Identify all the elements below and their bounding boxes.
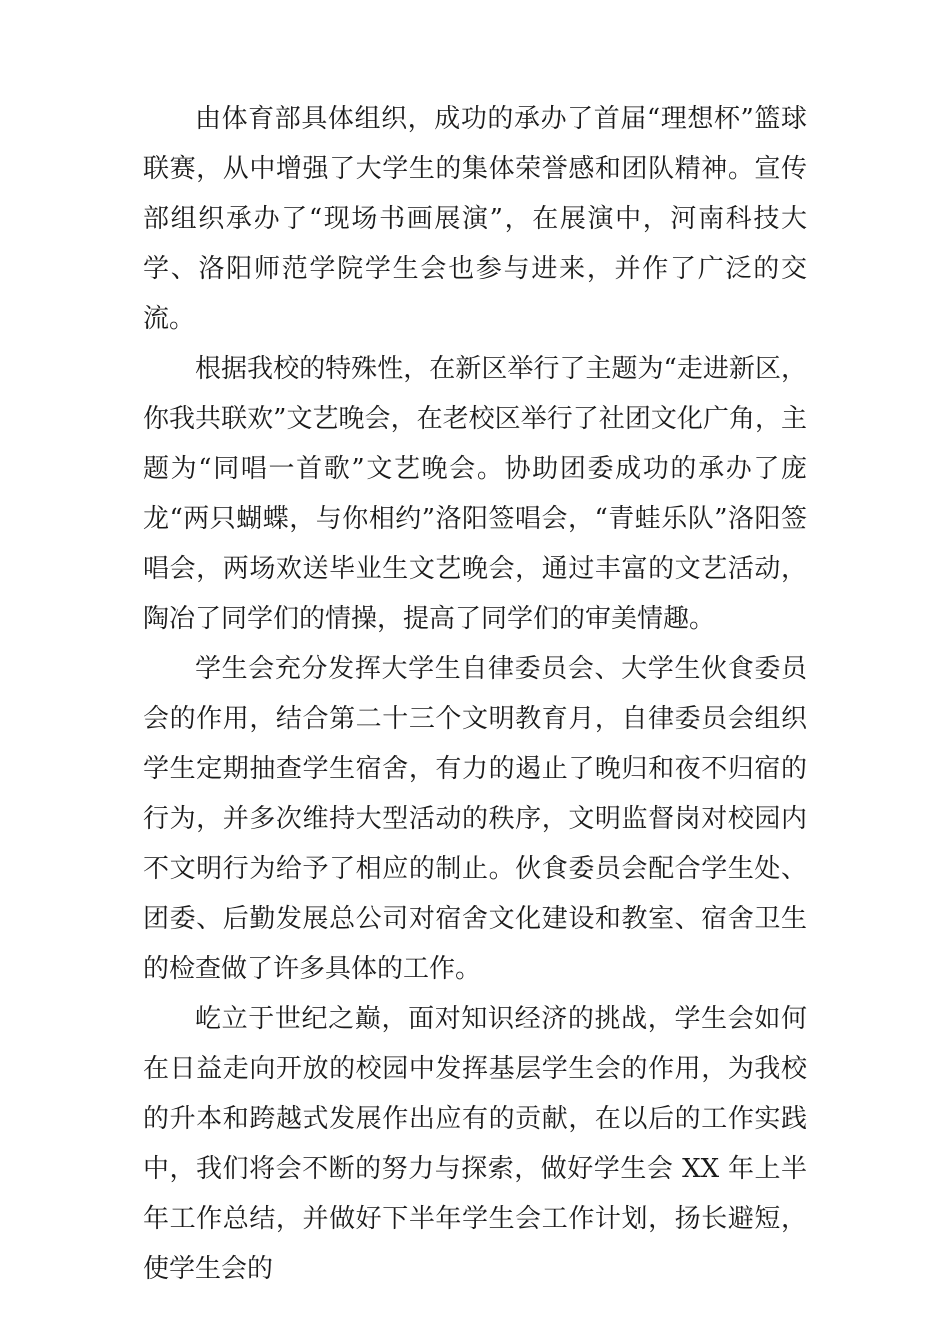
paragraph-arts-events: 根据我校的特殊性，在新区举行了主题为“走进新区，你我共联欢”文艺晚会，在老校区举行了社团文化广角，主题为“同唱一首歌”文艺晚会。协助团委成功的承办了庞龙“两只蝴蝶，与你相约”洛阳签唱会，“青蛙乐队”洛阳签唱会，两场欢送毕业生文艺晚会，通过丰富的文艺活动，陶冶了同学们的情操，提高了同学们的审美情趣。 xyxy=(143,354,807,634)
paragraph-sports-publicity: 由体育部具体组织，成功的承办了首届“理想杯”篮球联赛，从中增强了大学生的集体荣誉感和团队精神。宣传部组织承办了“现场书画展演”，在展演中，河南科技大学、洛阳师范学院学生会也参与进来，并作了广泛的交流。 xyxy=(143,104,807,334)
paragraph-outlook: 屹立于世纪之巅，面对知识经济的挑战，学生会如何在日益走向开放的校园中发挥基层学生会的作用，为我校的升本和跨越式发展作出应有的贡献，在以后的工作实践中，我们将会不断的努力与探索，做好学生会 XX 年上半年工作总结，并做好下半年学生会工作计划，扬长避短，使学生会的 xyxy=(143,1004,807,1284)
paragraph-committees: 学生会充分发挥大学生自律委员会、大学生伙食委员会的作用，结合第二十三个文明教育月，自律委员会组织学生定期抽查学生宿舍，有力的遏止了晚归和夜不归宿的行为，并多次维持大型活动的秩序，文明监督岗对校园内不文明行为给予了相应的制止。伙食委员会配合学生处、团委、后勤发展总公司对宿舍文化建设和教室、宿舍卫生的检查做了许多具体的工作。 xyxy=(143,654,807,984)
document-body xyxy=(143,94,807,1294)
